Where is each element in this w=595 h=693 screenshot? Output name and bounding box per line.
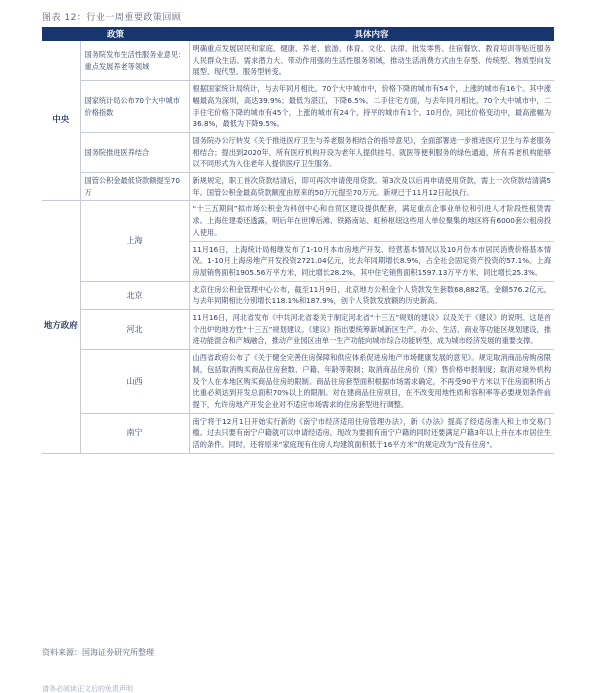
- policy-name: 国务院发布生活性服务业意见：重点发展养老等领域: [80, 41, 189, 81]
- table-row: [42, 413, 554, 453]
- city-detail: 11月16日，上海统计局相继发布了1-10月本市房地产开发、经营基本情况以及10月份本市居民消费价格基本情况。1-10月上海房地产开发投资2721.04亿元，比去年同期增长8.9%，占全社会固定资产投资的57.1%。上海房屋销售面积1905.56万平方米，同比增长28.2%，其中住宅销售面积1597.13万平方米，同比增长25.3%。: [189, 241, 554, 281]
- table-header-row: [42, 27, 554, 41]
- policy-table-wrapper: [42, 27, 554, 641]
- policy-detail: 国务院办公厅转发《关于推进医疗卫生与养老服务相结合的指导意见》，全面部署进一步推进医疗卫生与养老服务相结合；提出到2020年，所有医疗机构开设为老年人提供挂号、就医等便利服务的绿色通道，所有养老机构能够以不同形式为入住老年人提供医疗卫生服务。: [189, 132, 554, 172]
- city-name: 北京: [80, 281, 189, 309]
- policy-detail: 新规规定，职工首次贷款结清后，即可再次申请使用贷款。第3次及以后再申请使用贷款，需上一次贷款结清满5年。国管公积金最高贷款额度由原来的50万元提至70万元。新规已于11月12日起执行。: [189, 173, 554, 201]
- figure-title: 图表 12：行业一周重要政策回顾: [42, 13, 182, 23]
- city-name: 山西: [80, 350, 189, 414]
- city-detail: 11月16日，河北省发布《中共河北省委关于制定河北省“十三五”规划的建议》以及关于《建议》的说明。这是首个出炉的地方性“十三五”规划建议。《建议》指出要统筹新城新区生产、办公、生活、商业等功能区规划建设，推进功能混合和产城融合，推动产业园区由单一生产功能向城市综合功能转型，成为城市经济发展的重要支撑。: [189, 310, 554, 350]
- policy-name: 国家统计局公布70个大中城市价格指数: [80, 81, 189, 133]
- region-central: 中央: [42, 41, 80, 201]
- policy-detail: 明确重点发展居民和家庭、健康、养老、旅游、体育、文化、法律、批发零售、住宿餐饮、教育培训等贴近服务人民群众生活、需求潜力大、带动作用强的生活性服务领域，推动生活消费方式由生存型、传统型、物质型向发展型、现代型、服务型转变。: [189, 41, 554, 81]
- city-name: 上海: [80, 201, 189, 281]
- policy-name: 国管公积金最低贷款额提至70万: [80, 173, 189, 201]
- city-detail: “十三五期间”拟市场公积金为科创中心和自贸区建设提供配套，满足重点企事业单位和引进人才阶段性租赁需求。上海住建委还透露，明后年在世博后滩、铁路南站、虹桥枢纽这些用人单位聚集的地区将有6000套公租房投入使用。: [189, 201, 554, 241]
- table-row: [42, 81, 554, 133]
- policy-name: 国务院推进医养结合: [80, 132, 189, 172]
- table-row: [42, 350, 554, 414]
- city-detail: 北京住房公积金管理中心公布，截至11月9日，北京地方公积金个人贷款发生套数68,882笔，金额576.2亿元，与去年同期相比分别增长118.1%和187.9%，创个人贷款发放额的历史新高。: [189, 281, 554, 309]
- region-local: 地方政府: [42, 201, 80, 453]
- city-name: 南宁: [80, 413, 189, 453]
- table-row: [42, 201, 554, 241]
- source-note: 资料来源：国海证券研究所整理: [42, 648, 154, 657]
- table-row: [42, 132, 554, 172]
- header-detail: 具体内容: [189, 27, 554, 41]
- table-row: [42, 41, 554, 81]
- city-detail: 南宁将于12月1日开始实行新的《南宁市经济适用住房管理办法》，新《办法》提高了经适房准入和上市交易门槛。过去只要有南宁户籍就可以申请经适房，现改为要拥有南宁户籍的同时还要满足户籍3年以上并在本市居住生活的条件。同时，还将原来“家庭现有住房人均建筑面积低于16平方米”的规定改为“没有住房”。: [189, 413, 554, 453]
- page-footer: 请务必阅读正文后的免责声明: [42, 685, 133, 693]
- table-row: [42, 310, 554, 350]
- city-name: 河北: [80, 310, 189, 350]
- policy-table: [42, 27, 554, 454]
- policy-detail: 根据国家统计局统计，与去年同月相比，70个大中城市中，价格下降的城市有54个，上涨的城市有16个。其中涨幅最高为深圳，高达39.9%；最低为湛江，下降6.5%。二手住宅方面，与去年同月相比，70个大中城市中，二手住宅价格下降的城市有45个，上涨的城市有24个，持平的城市有1个。10月份，同比价格变动中，最高涨幅为36.8%，最低为下降9.5%。: [189, 81, 554, 133]
- header-policy: 政策: [42, 27, 189, 41]
- table-row: [42, 281, 554, 309]
- city-detail: 山西省政府公布了《关于健全完善住房保障和供应体系促进房地产市场健康发展的意见》。规定取消商品房购房限制，包括取消购买商品住房套数、户籍、年龄等限制；取消商品住房价（预）售价格申报制度；取消对境外机构及个人在本地区购买商品住房的限制。商品住房套型面积根据市场需求确定，不再受90平方米以下住房面积所占比重必须达到开发总面积70%以上的限制。对在建商品住房项目，在不改变用地性质和容积率等必要规划条件前提下，允许房地产开发企业对不适应市场需求的住房套型进行调整。: [189, 350, 554, 414]
- table-row: [42, 173, 554, 201]
